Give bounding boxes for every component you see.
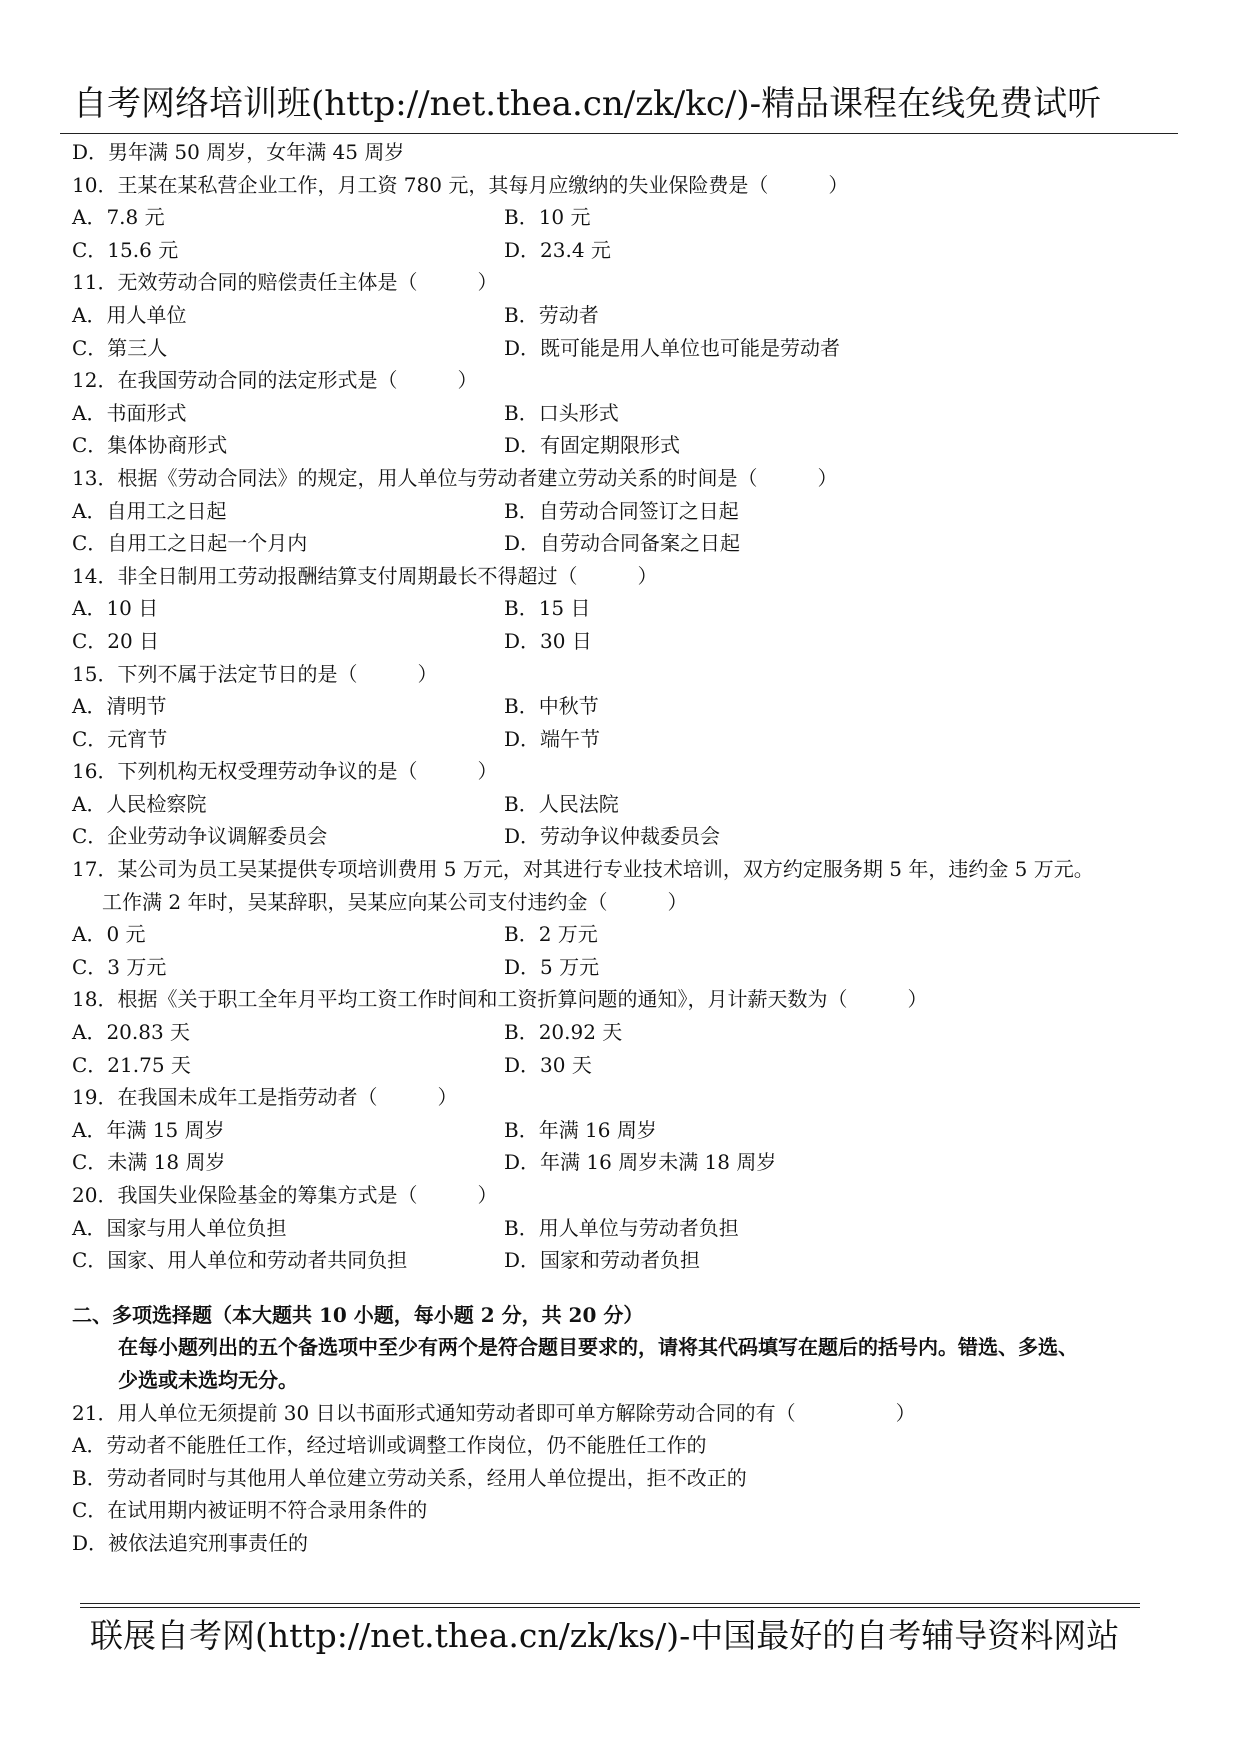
exam-content (72, 136, 1182, 1560)
option-d: D．被依法追究刑事责任的 (72, 1530, 309, 1555)
option-b: B．年满 16 周岁 (504, 1117, 657, 1142)
question-10 (72, 169, 1182, 267)
question-21 (72, 1397, 1182, 1560)
option-c: C．21.75 天 (72, 1052, 191, 1077)
page-footer: 联展自考网(http://net.thea.cn/zk/ks/)-中国最好的自考辅导资料网站 (90, 1616, 1120, 1655)
option-d: D．30 天 (504, 1052, 592, 1077)
question-17 (72, 853, 1182, 983)
section-title: 二、多项选择题（本大题共 10 小题，每小题 2 分，共 20 分） (72, 1302, 644, 1327)
option-d: D．既可能是用人单位也可能是劳动者 (504, 335, 841, 360)
question-15 (72, 658, 1182, 756)
option-b: B．用人单位与劳动者负担 (504, 1215, 739, 1240)
option-d: D．年满 16 周岁未满 18 周岁 (504, 1150, 777, 1175)
option-a: A．年满 15 周岁 (72, 1117, 225, 1142)
header-divider (60, 133, 1178, 134)
option-a: A．20.83 天 (72, 1020, 191, 1045)
question-14 (72, 560, 1182, 658)
question-13 (72, 462, 1182, 560)
option-d: D．自劳动合同备案之日起 (504, 531, 741, 556)
option-b: B．15 日 (504, 596, 591, 621)
question-stem: 21．用人单位无须提前 30 日以书面形式通知劳动者即可单方解除劳动合同的有（ ） (72, 1400, 916, 1425)
question-stem: 10．王某在某私营企业工作，月工资 780 元，其每月应缴纳的失业保险费是（ ） (72, 172, 849, 197)
option-c: C．在试用期内被证明不符合录用条件的 (72, 1498, 428, 1523)
option-d: D．30 日 (504, 628, 592, 653)
option-a: A．10 日 (72, 596, 159, 621)
option-c: C．自用工之日起一个月内 (72, 531, 308, 556)
question-12 (72, 364, 1182, 462)
option-a: A．0 元 (72, 922, 146, 947)
section-multiple-choice (72, 1299, 1182, 1397)
option-b: B．劳动者 (504, 302, 599, 327)
question-stem: 19．在我国未成年工是指劳动者（ ） (72, 1085, 458, 1110)
option-b: B．20.92 天 (504, 1020, 623, 1045)
question-stem: 16．下列机构无权受理劳动争议的是（ ） (72, 759, 498, 784)
question-stem: 14．非全日制用工劳动报酬结算支付周期最长不得超过（ ） (72, 563, 658, 588)
option-b: B．2 万元 (504, 922, 598, 947)
option-a: A．用人单位 (72, 302, 187, 327)
option-c: C．3 万元 (72, 954, 167, 979)
footer-divider (80, 1603, 1140, 1608)
option-a: A．书面形式 (72, 400, 187, 425)
option-b: B．口头形式 (504, 400, 619, 425)
option-a: A．7.8 元 (72, 205, 165, 230)
option-a: A．清明节 (72, 694, 167, 719)
option-d: D．5 万元 (504, 954, 600, 979)
question-9-option-d: D．男年满 50 周岁，女年满 45 周岁 (72, 140, 405, 164)
option-b: B．劳动者同时与其他用人单位建立劳动关系，经用人单位提出，拒不改正的 (72, 1465, 747, 1490)
question-stem: 20．我国失业保险基金的筹集方式是（ ） (72, 1183, 498, 1207)
question-stem: 18．根据《关于职工全年月平均工资工作时间和工资折算问题的通知》，月计薪天数为（ ） (72, 987, 928, 1012)
option-c: C．元宵节 (72, 726, 168, 751)
option-a: A．自用工之日起 (72, 498, 227, 523)
option-c: C．企业劳动争议调解委员会 (72, 824, 328, 849)
section-instruction: 在每小题列出的五个备选项中至少有两个是符合题目要求的，请将其代码填写在题后的括号内。错选、多选、 (118, 1335, 1078, 1360)
option-d: D．有固定期限形式 (504, 433, 681, 458)
option-a: A．劳动者不能胜任工作，经过培训或调整工作岗位，仍不能胜任工作的 (72, 1433, 707, 1458)
option-c: C．集体协商形式 (72, 433, 228, 458)
option-c: C．15.6 元 (72, 237, 179, 262)
option-c: C．未满 18 周岁 (72, 1150, 226, 1175)
option-b: B．中秋节 (504, 694, 599, 719)
question-20 (72, 1179, 1182, 1277)
option-d: D．劳动争议仲裁委员会 (504, 824, 721, 849)
page-header: 自考网络培训班(http://net.thea.cn/zk/kc/)-精品课程在线免费试听 (73, 84, 1102, 124)
option-d: D．端午节 (504, 726, 601, 751)
option-b: B．10 元 (504, 205, 591, 230)
question-11 (72, 266, 1182, 364)
option-b: B．人民法院 (504, 791, 619, 816)
option-a: A．国家与用人单位负担 (72, 1215, 287, 1240)
option-d: D．23.4 元 (504, 237, 611, 262)
option-a: A．人民检察院 (72, 791, 207, 816)
question-stem: 11．无效劳动合同的赔偿责任主体是（ ） (72, 270, 498, 295)
option-b: B．自劳动合同签订之日起 (504, 498, 739, 523)
question-stem: 13．根据《劳动合同法》的规定，用人单位与劳动者建立劳动关系的时间是（ ） (72, 465, 838, 490)
option-c: C．国家、用人单位和劳动者共同负担 (72, 1248, 408, 1273)
question-stem: 12．在我国劳动合同的法定形式是（ ） (72, 368, 478, 393)
question-stem: 17．某公司为员工吴某提供专项培训费用 5 万元，对其进行专业技术培训，双方约定服务期 5 年，违约金 5 万元。 (72, 857, 1094, 882)
option-c: C．20 日 (72, 628, 160, 653)
option-d: D．国家和劳动者负担 (504, 1248, 701, 1273)
section-instruction-continued: 少选或未选均无分。 (118, 1367, 298, 1392)
question-19 (72, 1081, 1182, 1179)
question-16 (72, 755, 1182, 853)
question-stem: 15．下列不属于法定节日的是（ ） (72, 661, 438, 686)
question-stem-continued: 工作满 2 年时，吴某辞职，吴某应向某公司支付违约金（ ） (102, 889, 688, 914)
option-c: C．第三人 (72, 335, 168, 360)
question-18 (72, 983, 1182, 1081)
